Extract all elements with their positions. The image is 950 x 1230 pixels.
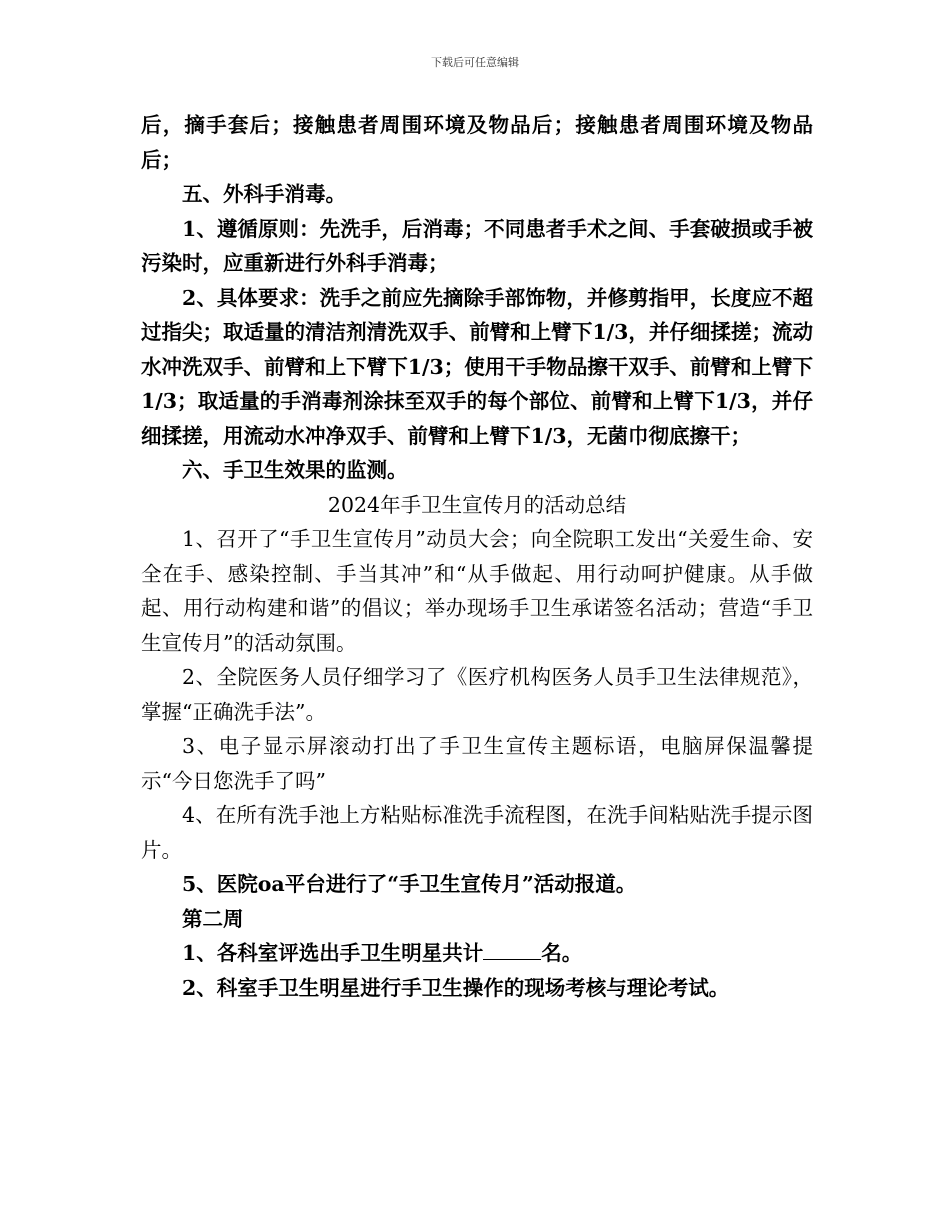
document-body — [141, 108, 813, 1005]
paragraph-requirements: 2、具体要求：洗手之前应先摘除手部饰物，并修剪指甲，长度应不超过指尖；取适量的清洁剂清洗双手、前臂和上臂下1/3，并仔细揉搓；流动水冲洗双手、前臂和上下臂下1/3；使用干手物品擦干双手、前臂和上臂下1/3；取适量的手消毒剂涂抹至双手的每个部位、前臂和上臂下1/3，并仔细揉搓，用流动水冲净双手、前臂和上臂下1/3，无菌巾彻底擦干； — [141, 285, 813, 448]
summary-item-1: 1、召开了“手卫生宣传月”动员大会；向全院职工发出“关爱生命、安全在手、感染控制、手当其冲”和“从手做起、用行动呵护健康。从手做起、用行动构建和谐”的倡议；举办现场手卫生承诺签名活动；营造“手卫生宣传月”的活动氛围。 — [141, 527, 813, 655]
week2-item-2: 2、科室手卫生明星进行手卫生操作的现场考核与理论考试。 — [182, 975, 730, 1000]
summary-item-4: 4、在所有洗手池上方粘贴标准洗手流程图，在洗手间粘贴洗手提示图片。 — [141, 803, 813, 862]
week2-item-1 — [141, 936, 813, 971]
section-heading-5: 五、外科手消毒。 — [182, 182, 346, 206]
paragraph-continuation: 后，摘手套后；接触患者周围环境及物品后；接触患者周围环境及物品后； — [141, 113, 813, 172]
summary-item-5: 5、医院oa平台进行了“手卫生宣传月”活动报道。 — [182, 872, 637, 896]
document-title: 2024年手卫生宣传月的活动总结 — [327, 492, 627, 517]
week2-item-1-before: 1、各科室评选出手卫生明星共计 — [182, 941, 484, 965]
summary-item-2: 2、全院医务人员仔细学习了《医疗机构医务人员手卫生法律规范》，掌握“正确洗手法”。 — [141, 665, 813, 724]
section-heading-6: 六、手卫生效果的监测。 — [182, 458, 408, 482]
page-header: 下载后可任意编辑 — [431, 56, 519, 69]
paragraph-principle: 1、遵循原则：先洗手，后消毒；不同患者手术之间、手套破损或手被污染时，应重新进行外科手消毒； — [141, 216, 813, 275]
week2-item-1-after: 名。 — [541, 941, 583, 965]
fill-in-blank — [483, 939, 541, 960]
week-heading: 第二周 — [182, 906, 244, 931]
summary-item-3: 3、电子显示屏滚动打出了手卫生宣传主题标语，电脑屏保温馨提示“今日您洗手了吗” — [141, 734, 813, 793]
